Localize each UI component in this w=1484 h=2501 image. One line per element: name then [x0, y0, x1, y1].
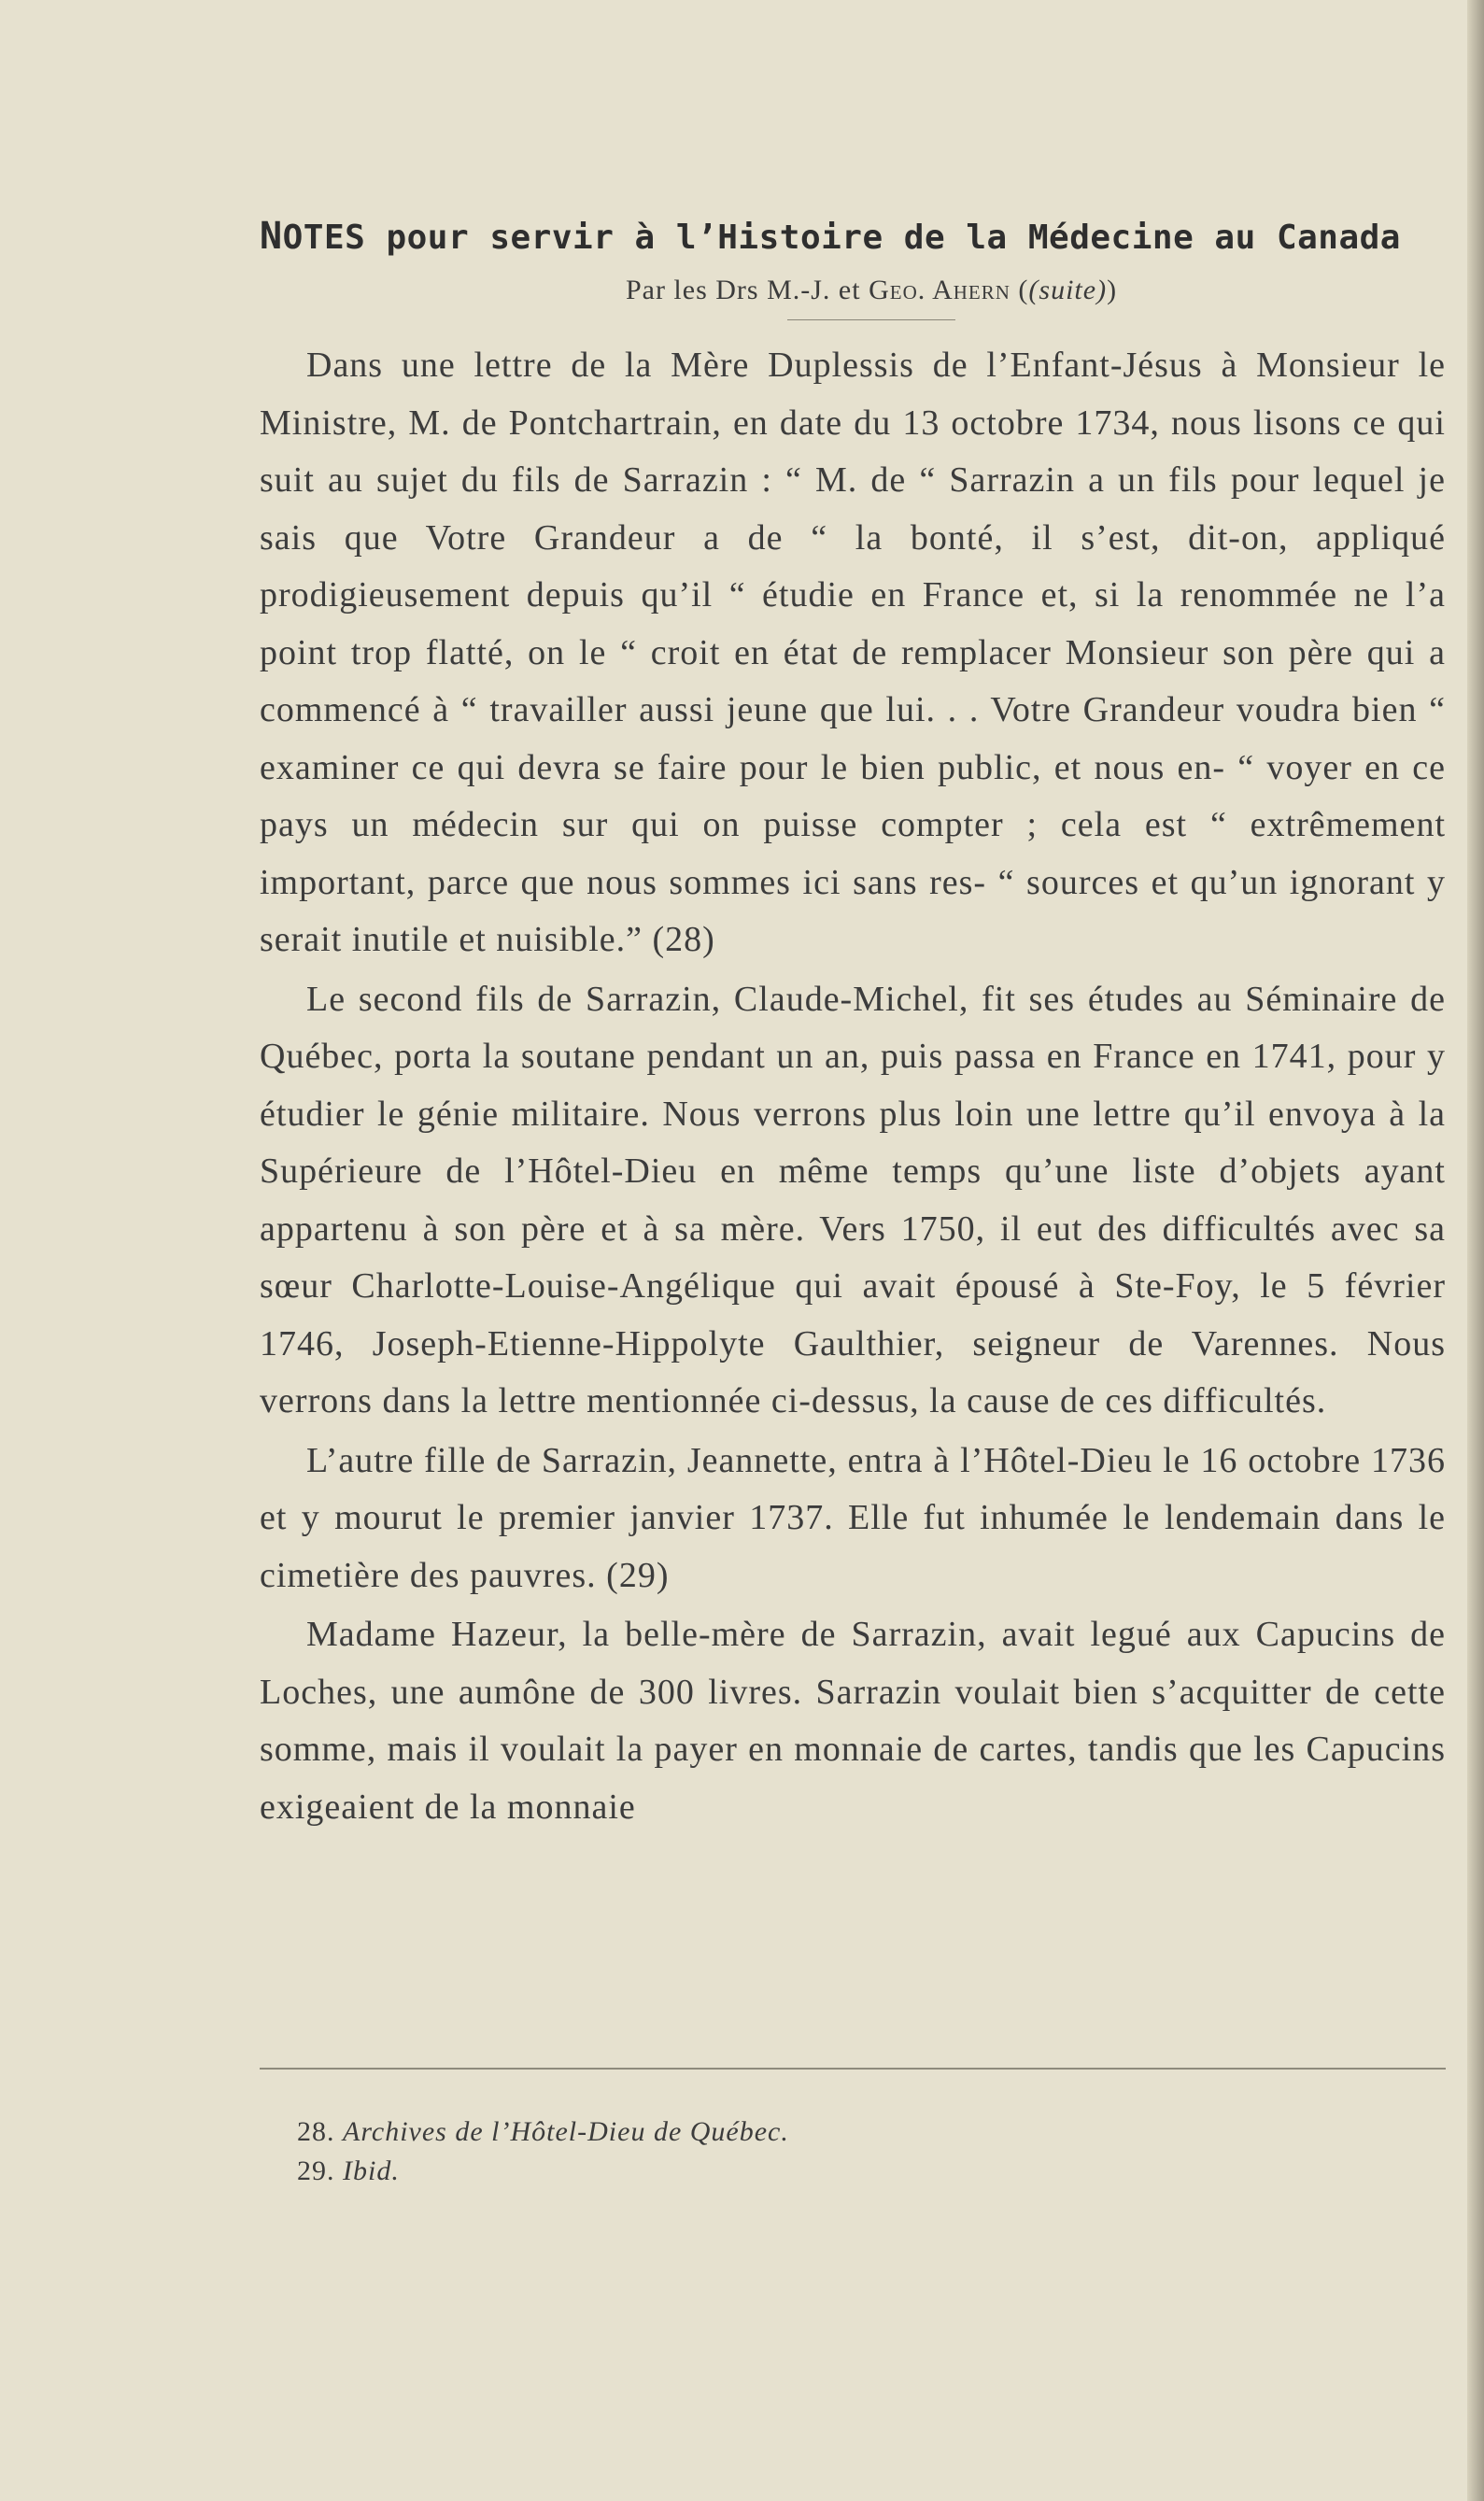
footnote-29 — [297, 2152, 789, 2191]
footnote-text: Archives de l’Hôtel-Dieu de Québec. — [343, 2116, 789, 2147]
article-body — [260, 337, 1446, 1836]
byline-prefix: Par les Drs M.-J. et — [625, 275, 869, 305]
footnote-number: 29. — [297, 2155, 335, 2186]
footnote-text: Ibid. — [343, 2155, 400, 2186]
paragraph: Madame Hazeur, la belle-mère de Sarrazin, avait legué aux Capucins de Loches, une aumône de 300 livres. Sarrazin voulait bien s’acquitter de cette somme, mais il voulait la payer en monnaie de cartes, tandis que les Capucins exigeaient de la monnaie — [260, 1615, 1446, 1827]
article-title — [260, 215, 1446, 258]
paragraph: Le second fils de Sarrazin, Claude-Michel, fit ses études au Séminaire de Québec, porta la soutane pendant un an, puis passa en France en 1741, pour y étudier le génie militaire. Nous verrons plus loin une lettre qu’il envoya à la Supérieure de l’Hôtel-Dieu en même temps qu’une liste d’objets ayant appartenu à son père et à sa mère. Vers 1750, il eut des difficultés avec sa sœur Charlotte-Louise-Angélique qui avait épousé à Ste-Foy, le 5 février 1746, Joseph-Etienne-Hippolyte Gaulthier, seigneur de Varennes. Nous verrons dans la lettre mentionnée ci-dessus, la cause de ces difficultés. — [260, 979, 1446, 1420]
footnotes — [297, 2112, 789, 2191]
page-content — [260, 215, 1446, 1838]
page-edge-shadow — [1467, 0, 1484, 2501]
paragraph: L’autre fille de Sarrazin, Jeannette, entra à l’Hôtel-Dieu le 16 octobre 1736 et y mourut le premier janvier 1737. Elle fut inhumée le lendemain dans le cimetière des pauvres. (29) — [260, 1440, 1446, 1595]
footnote-number: 28. — [297, 2116, 335, 2147]
footnote-28 — [297, 2112, 789, 2152]
byline-suffix: (suite) — [1028, 275, 1108, 305]
title-divider — [787, 319, 955, 320]
byline: Par les Drs M.-J. et Geo. Ahern ((suite)) — [625, 275, 1118, 305]
byline-authors: Geo. Ahern — [869, 275, 1011, 305]
title-text: OTES pour servir à l’Histoire de la Médecine au Canada — [282, 219, 1401, 257]
footnote-divider — [260, 2068, 1446, 2070]
paragraph: Dans une lettre de la Mère Duplessis de l’Enfant-Jésus à Monsieur le Ministre, M. de Pontchartrain, en date du 13 octobre 1734, nous lisons ce qui suit au sujet du fils de Sarrazin : “ M. de “ Sarrazin a un fils pour lequel je sais que Votre Grandeur a de “ la bonté, il s’est, dit-on, appliqué prodigieusement depuis qu’il “ étudie en France et, si la renommée ne l’a point trop flatté, on le “ croit en état de remplacer Monsieur son père qui a commencé à “ travailler aussi jeune que lui. . . Votre Grandeur voudra bien “ examiner ce qui devra se faire pour le bien public, et nous en- “ voyer en ce pays un médecin sur qui on puisse compter ; cela est “ extrêmement important, parce que nous sommes ici sans res- “ sources et qu’un ignorant y serait inutile et nuisible.” (28) — [260, 346, 1446, 959]
title-lead-letter: N — [260, 215, 283, 258]
